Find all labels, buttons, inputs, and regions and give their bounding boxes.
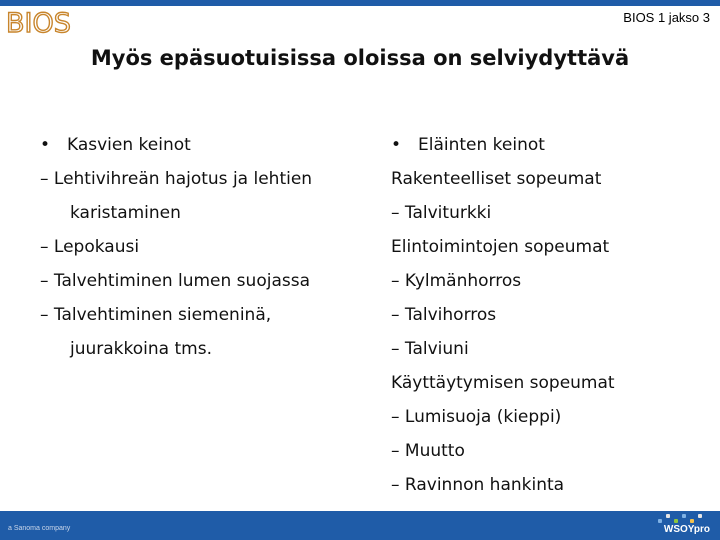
left-item: juurakkoina tms. [70, 339, 212, 359]
right-item: – Talvihorros [391, 305, 497, 325]
right-item: – Talviuni [391, 339, 469, 359]
wsoypro-logo: WSOYpro [663, 524, 710, 535]
bullet-icon: • [391, 135, 402, 155]
left-heading-text: Kasvien keinot [67, 135, 191, 155]
wsoy-dots-icon [658, 514, 706, 524]
right-item: – Talviturkki [391, 203, 492, 223]
left-item: – Talvehtiminen siemeninä, [40, 305, 272, 325]
right-item: Rakenteelliset sopeumat [391, 169, 602, 189]
slide-title: Myös epäsuotuisissa oloissa on selviydyttävä [90, 46, 630, 70]
bullet-icon: • [40, 135, 51, 155]
right-heading [391, 128, 701, 162]
right-heading-text: Eläinten keinot [418, 135, 545, 155]
right-item: – Muutto [391, 441, 465, 461]
left-item: – Lepokausi [40, 237, 140, 257]
left-item: – Talvehtiminen lumen suojassa [40, 271, 310, 291]
right-item: Käyttäytymisen sopeumat [391, 373, 615, 393]
left-item: karistaminen [70, 203, 181, 223]
left-column [40, 128, 370, 366]
course-label: BIOS 1 jakso 3 [623, 10, 710, 25]
right-item: – Kylmänhorros [391, 271, 522, 291]
left-heading [40, 128, 370, 162]
right-item: – Lumisuoja (kieppi) [391, 407, 562, 427]
sanoma-company-text: a Sanoma company [8, 525, 71, 532]
right-column [391, 128, 701, 502]
right-item: Elintoimintojen sopeumat [391, 237, 610, 257]
footer-bar [0, 511, 720, 540]
left-item: – Lehtivihreän hajotus ja lehtien [40, 169, 313, 189]
right-item: – Ravinnon hankinta [391, 475, 565, 495]
top-accent-bar [0, 0, 720, 6]
bios-logo: BIOS [6, 8, 71, 39]
